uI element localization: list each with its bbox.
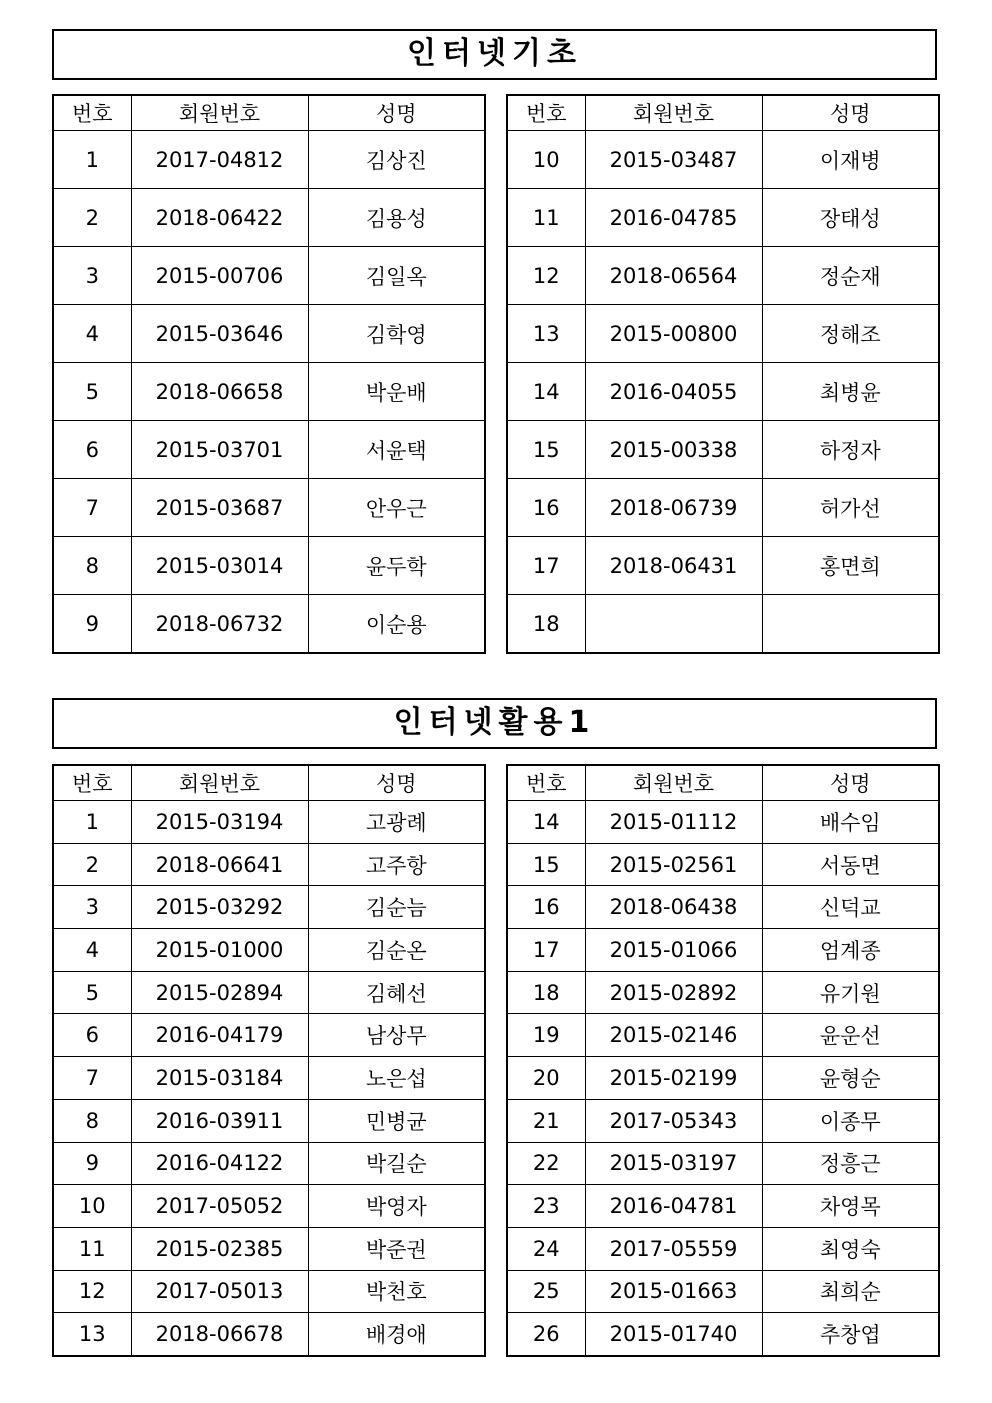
- table-row: [53, 537, 485, 595]
- cell-member-id: 2015-01112: [585, 801, 762, 844]
- cell-name: [762, 595, 939, 654]
- cell-no: 3: [53, 886, 131, 929]
- cell-name: 남상무: [308, 1014, 485, 1057]
- cell-name: 김순온: [308, 929, 485, 972]
- table-row: [507, 929, 939, 972]
- cell-name: 안우근: [308, 479, 485, 537]
- table-row: [53, 305, 485, 363]
- table-row: [507, 1142, 939, 1185]
- cell-no: 8: [53, 537, 131, 595]
- table-row: [53, 971, 485, 1014]
- cell-member-id: 2015-01066: [585, 929, 762, 972]
- cell-no: 13: [53, 1313, 131, 1356]
- header-member-id: 회원번호: [131, 95, 308, 131]
- cell-member-id: 2017-05052: [131, 1185, 308, 1228]
- cell-name: 박운배: [308, 363, 485, 421]
- cell-member-id: 2015-01000: [131, 929, 308, 972]
- cell-name: 하정자: [762, 421, 939, 479]
- table-row: [507, 1014, 939, 1057]
- cell-member-id: 2015-02385: [131, 1227, 308, 1270]
- cell-name: 김혜선: [308, 971, 485, 1014]
- cell-member-id: 2016-03911: [131, 1099, 308, 1142]
- table-row: [53, 247, 485, 305]
- roster-table-basics-right: [506, 94, 940, 654]
- cell-member-id: 2015-02894: [131, 971, 308, 1014]
- header-member-id: 회원번호: [585, 765, 762, 801]
- table-row: [507, 479, 939, 537]
- cell-name: 허가선: [762, 479, 939, 537]
- cell-no: 2: [53, 189, 131, 247]
- cell-no: 11: [507, 189, 585, 247]
- cell-member-id: 2018-06641: [131, 843, 308, 886]
- header-member-id: 회원번호: [131, 765, 308, 801]
- cell-name: 김용성: [308, 189, 485, 247]
- table-row: [507, 189, 939, 247]
- cell-name: 박영자: [308, 1185, 485, 1228]
- cell-member-id: 2018-06678: [131, 1313, 308, 1356]
- cell-name: 이종무: [762, 1099, 939, 1142]
- cell-member-id: 2015-00338: [585, 421, 762, 479]
- cell-member-id: 2015-00706: [131, 247, 308, 305]
- cell-name: 추창엽: [762, 1313, 939, 1356]
- cell-member-id: 2018-06658: [131, 363, 308, 421]
- cell-member-id: 2015-03184: [131, 1057, 308, 1100]
- table-row: [53, 843, 485, 886]
- cell-no: 9: [53, 1142, 131, 1185]
- cell-member-id: 2018-06564: [585, 247, 762, 305]
- cell-no: 13: [507, 305, 585, 363]
- table-header-row: [507, 95, 939, 131]
- table-row: [53, 1014, 485, 1057]
- table-row: [53, 363, 485, 421]
- cell-no: 4: [53, 929, 131, 972]
- cell-no: 20: [507, 1057, 585, 1100]
- cell-member-id: 2015-03487: [585, 131, 762, 189]
- cell-name: 고광례: [308, 801, 485, 844]
- table-row: [507, 1099, 939, 1142]
- header-no: 번호: [507, 95, 585, 131]
- cell-name: 윤두학: [308, 537, 485, 595]
- cell-no: 17: [507, 537, 585, 595]
- cell-member-id: 2015-03687: [131, 479, 308, 537]
- cell-no: 6: [53, 421, 131, 479]
- cell-member-id: 2015-03646: [131, 305, 308, 363]
- cell-name: 엄계종: [762, 929, 939, 972]
- cell-no: 19: [507, 1014, 585, 1057]
- cell-member-id: 2015-02561: [585, 843, 762, 886]
- cell-no: 18: [507, 595, 585, 654]
- cell-no: 1: [53, 801, 131, 844]
- header-no: 번호: [53, 95, 131, 131]
- table-row: [53, 886, 485, 929]
- cell-no: 5: [53, 363, 131, 421]
- table-row: [53, 1142, 485, 1185]
- table-row: [507, 843, 939, 886]
- roster-table-basics-left: [52, 94, 486, 654]
- cell-member-id: 2015-02892: [585, 971, 762, 1014]
- cell-member-id: 2015-02199: [585, 1057, 762, 1100]
- cell-name: 장태성: [762, 189, 939, 247]
- cell-no: 24: [507, 1227, 585, 1270]
- cell-name: 김순늠: [308, 886, 485, 929]
- cell-member-id: 2015-02146: [585, 1014, 762, 1057]
- cell-member-id: 2016-04179: [131, 1014, 308, 1057]
- cell-member-id: 2017-05559: [585, 1227, 762, 1270]
- roster-table-usage-right: [506, 764, 940, 1357]
- table-row: [507, 363, 939, 421]
- cell-name: 박길순: [308, 1142, 485, 1185]
- cell-member-id: 2018-06438: [585, 886, 762, 929]
- cell-no: 10: [53, 1185, 131, 1228]
- table-row: [507, 801, 939, 844]
- cell-member-id: [585, 595, 762, 654]
- table-row: [507, 971, 939, 1014]
- cell-no: 4: [53, 305, 131, 363]
- header-name: 성명: [308, 95, 485, 131]
- table-row: [507, 247, 939, 305]
- cell-name: 박준권: [308, 1227, 485, 1270]
- table-row: [53, 479, 485, 537]
- cell-name: 배수임: [762, 801, 939, 844]
- cell-member-id: 2016-04781: [585, 1185, 762, 1228]
- table-row: [53, 595, 485, 654]
- cell-member-id: 2015-01663: [585, 1270, 762, 1313]
- section-title-internet-usage-1: 인터넷활용1: [52, 698, 937, 749]
- cell-no: 9: [53, 595, 131, 654]
- cell-no: 17: [507, 929, 585, 972]
- table-row: [507, 1270, 939, 1313]
- table-row: [53, 189, 485, 247]
- cell-no: 16: [507, 479, 585, 537]
- cell-member-id: 2018-06739: [585, 479, 762, 537]
- table-row: [507, 1185, 939, 1228]
- cell-member-id: 2017-04812: [131, 131, 308, 189]
- cell-member-id: 2018-06422: [131, 189, 308, 247]
- cell-no: 16: [507, 886, 585, 929]
- cell-no: 15: [507, 421, 585, 479]
- header-no: 번호: [53, 765, 131, 801]
- table-row: [53, 1227, 485, 1270]
- cell-name: 이재병: [762, 131, 939, 189]
- cell-no: 18: [507, 971, 585, 1014]
- cell-member-id: 2015-03197: [585, 1142, 762, 1185]
- cell-name: 윤운선: [762, 1014, 939, 1057]
- cell-name: 김일옥: [308, 247, 485, 305]
- roster-table-usage-left: [52, 764, 486, 1357]
- cell-no: 25: [507, 1270, 585, 1313]
- cell-member-id: 2015-03194: [131, 801, 308, 844]
- cell-name: 민병균: [308, 1099, 485, 1142]
- cell-no: 22: [507, 1142, 585, 1185]
- cell-no: 15: [507, 843, 585, 886]
- cell-no: 23: [507, 1185, 585, 1228]
- header-name: 성명: [762, 95, 939, 131]
- table-header-row: [53, 765, 485, 801]
- table-row: [53, 1270, 485, 1313]
- cell-member-id: 2016-04055: [585, 363, 762, 421]
- cell-no: 10: [507, 131, 585, 189]
- cell-name: 고주항: [308, 843, 485, 886]
- cell-member-id: 2016-04785: [585, 189, 762, 247]
- cell-name: 서윤택: [308, 421, 485, 479]
- cell-no: 3: [53, 247, 131, 305]
- cell-name: 홍면희: [762, 537, 939, 595]
- header-member-id: 회원번호: [585, 95, 762, 131]
- cell-no: 21: [507, 1099, 585, 1142]
- cell-no: 1: [53, 131, 131, 189]
- cell-member-id: 2016-04122: [131, 1142, 308, 1185]
- cell-no: 7: [53, 1057, 131, 1100]
- cell-name: 윤형순: [762, 1057, 939, 1100]
- section-title-internet-basics: 인터넷기초: [52, 29, 937, 80]
- cell-name: 차영목: [762, 1185, 939, 1228]
- cell-member-id: 2017-05013: [131, 1270, 308, 1313]
- cell-no: 12: [507, 247, 585, 305]
- cell-name: 노은섭: [308, 1057, 485, 1100]
- table-row: [507, 595, 939, 654]
- cell-name: 신덕교: [762, 886, 939, 929]
- table-row: [507, 537, 939, 595]
- table-row: [53, 929, 485, 972]
- table-header-row: [53, 95, 485, 131]
- header-name: 성명: [762, 765, 939, 801]
- cell-no: 14: [507, 363, 585, 421]
- cell-name: 김상진: [308, 131, 485, 189]
- table-row: [507, 421, 939, 479]
- cell-member-id: 2015-03292: [131, 886, 308, 929]
- table-row: [53, 1313, 485, 1356]
- cell-member-id: 2015-01740: [585, 1313, 762, 1356]
- cell-member-id: 2015-03014: [131, 537, 308, 595]
- cell-no: 6: [53, 1014, 131, 1057]
- table-row: [507, 1057, 939, 1100]
- cell-member-id: 2015-00800: [585, 305, 762, 363]
- cell-name: 최희순: [762, 1270, 939, 1313]
- table-row: [53, 1099, 485, 1142]
- cell-name: 김학영: [308, 305, 485, 363]
- table-row: [507, 131, 939, 189]
- cell-name: 배경애: [308, 1313, 485, 1356]
- cell-member-id: 2018-06732: [131, 595, 308, 654]
- cell-member-id: 2015-03701: [131, 421, 308, 479]
- cell-name: 정흥근: [762, 1142, 939, 1185]
- cell-no: 12: [53, 1270, 131, 1313]
- cell-name: 유기원: [762, 971, 939, 1014]
- table-header-row: [507, 765, 939, 801]
- cell-name: 최병윤: [762, 363, 939, 421]
- table-row: [53, 131, 485, 189]
- header-name: 성명: [308, 765, 485, 801]
- cell-member-id: 2017-05343: [585, 1099, 762, 1142]
- table-row: [53, 1057, 485, 1100]
- cell-no: 8: [53, 1099, 131, 1142]
- header-no: 번호: [507, 765, 585, 801]
- cell-name: 정해조: [762, 305, 939, 363]
- table-row: [53, 801, 485, 844]
- cell-name: 최영숙: [762, 1227, 939, 1270]
- cell-name: 박천호: [308, 1270, 485, 1313]
- cell-name: 서동면: [762, 843, 939, 886]
- table-row: [507, 1313, 939, 1356]
- table-row: [53, 421, 485, 479]
- cell-name: 이순용: [308, 595, 485, 654]
- table-row: [507, 305, 939, 363]
- cell-no: 11: [53, 1227, 131, 1270]
- table-row: [53, 1185, 485, 1228]
- cell-no: 2: [53, 843, 131, 886]
- cell-no: 5: [53, 971, 131, 1014]
- cell-no: 7: [53, 479, 131, 537]
- cell-no: 26: [507, 1313, 585, 1356]
- table-row: [507, 886, 939, 929]
- table-row: [507, 1227, 939, 1270]
- cell-member-id: 2018-06431: [585, 537, 762, 595]
- cell-no: 14: [507, 801, 585, 844]
- cell-name: 정순재: [762, 247, 939, 305]
